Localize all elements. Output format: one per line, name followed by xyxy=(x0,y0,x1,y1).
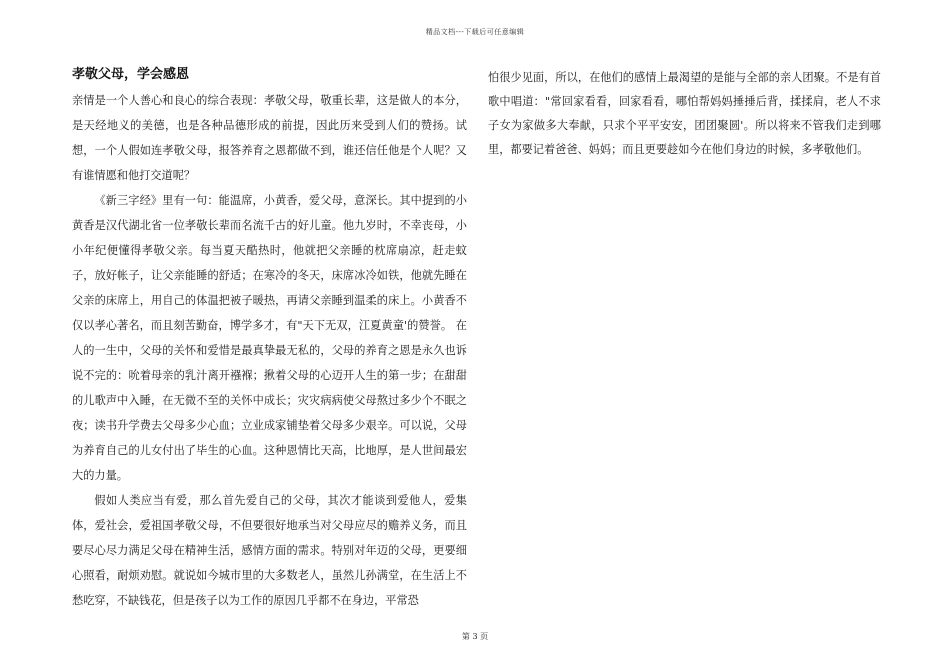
paragraph-2: 《新三字经》里有一句：能温席，小黄香，爱父母，意深长。其中提到的小黄香是汉代湖北省一位孝敬长辈而名流千古的好儿童。他九岁时，不幸丧母，小小年纪便懂得孝敬父亲。每当夏天酷热时，他就把父亲睡的枕席扇凉，赶走蚊子，放好帐子，让父亲能睡的舒适；在寒冷的冬天，床席冰冷如铁，他就先睡在父亲的床席上，用自己的体温把被子暖热，再请父亲睡到温柔的床上。小黄香不仅以孝心著名，而且刻苦勤奋，博学多才，有"天下无双，江夏黄童'的赞誉。 在人的一生中，父母的关怀和爱惜是最真挚最无私的，父母的养育之恩是永久也诉说不完的：吮着母亲的乳汁离开襁褓；揪着父母的心迈开人生的第一步；在甜甜的儿歌声中入睡，在无微不至的关怀中成长；灾灾病病使父母熬过多少个不眠之夜；读书升学费去父母多少心血；立业成家铺垫着父母多少艰辛。可以说，父母为养育自己的儿女付出了毕生的心血。这种恩情比天高，比地厚，是人世间最宏大的力量。 xyxy=(72,194,467,482)
right-column xyxy=(488,66,881,162)
paragraph-4: 怕很少见面，所以，在他们的感情上最渴望的是能与全部的亲人团聚。不是有首歌中唱道："常回家看看，回家看看，哪怕帮妈妈捶捶后背，揉揉肩，老人不求子女为家做多大奉献，只求个平平安安，团团聚圆'。所以将来不管我们走到哪里，都要记着爸爸、妈妈；而且更要趁如今在他们身边的时候，多孝敬他们。 xyxy=(488,71,881,156)
page-header: 精品文档---下载后可任意编辑 xyxy=(425,28,525,36)
paragraph-1: 亲情是一个人善心和良心的综合表现：孝敬父母，敬重长辈，这是做人的本分，是天经地义的美德，也是各种品德形成的前提，因此历来受到人们的赞扬。试想，一个人假如连孝敬父母，报答养育之恩都做不到，谁还信任他是个人呢？又有谁情愿和他打交道呢？ xyxy=(72,94,467,182)
left-column xyxy=(72,66,467,613)
article-title: 孝敬父母，学会感恩 xyxy=(72,67,190,82)
paragraph-3: 假如人类应当有爱，那么首先爱自己的父母，其次才能谈到爱他人，爱集体，爱社会，爱祖国孝敬父母，不但要很好地承当对父母应尽的赡养义务，而且要尽心尽力满足父母在精神生活，感情方面的需求。特别对年迈的父母，更要细心照看，耐烦劝慰。就说如今城市里的大多数老人，虽然儿孙满堂，在生活上不愁吃穿，不缺钱花，但是孩子以为工作的原因几乎都不在身边，平常恐 xyxy=(72,494,467,607)
page-number: 第 3 页 xyxy=(461,632,489,641)
